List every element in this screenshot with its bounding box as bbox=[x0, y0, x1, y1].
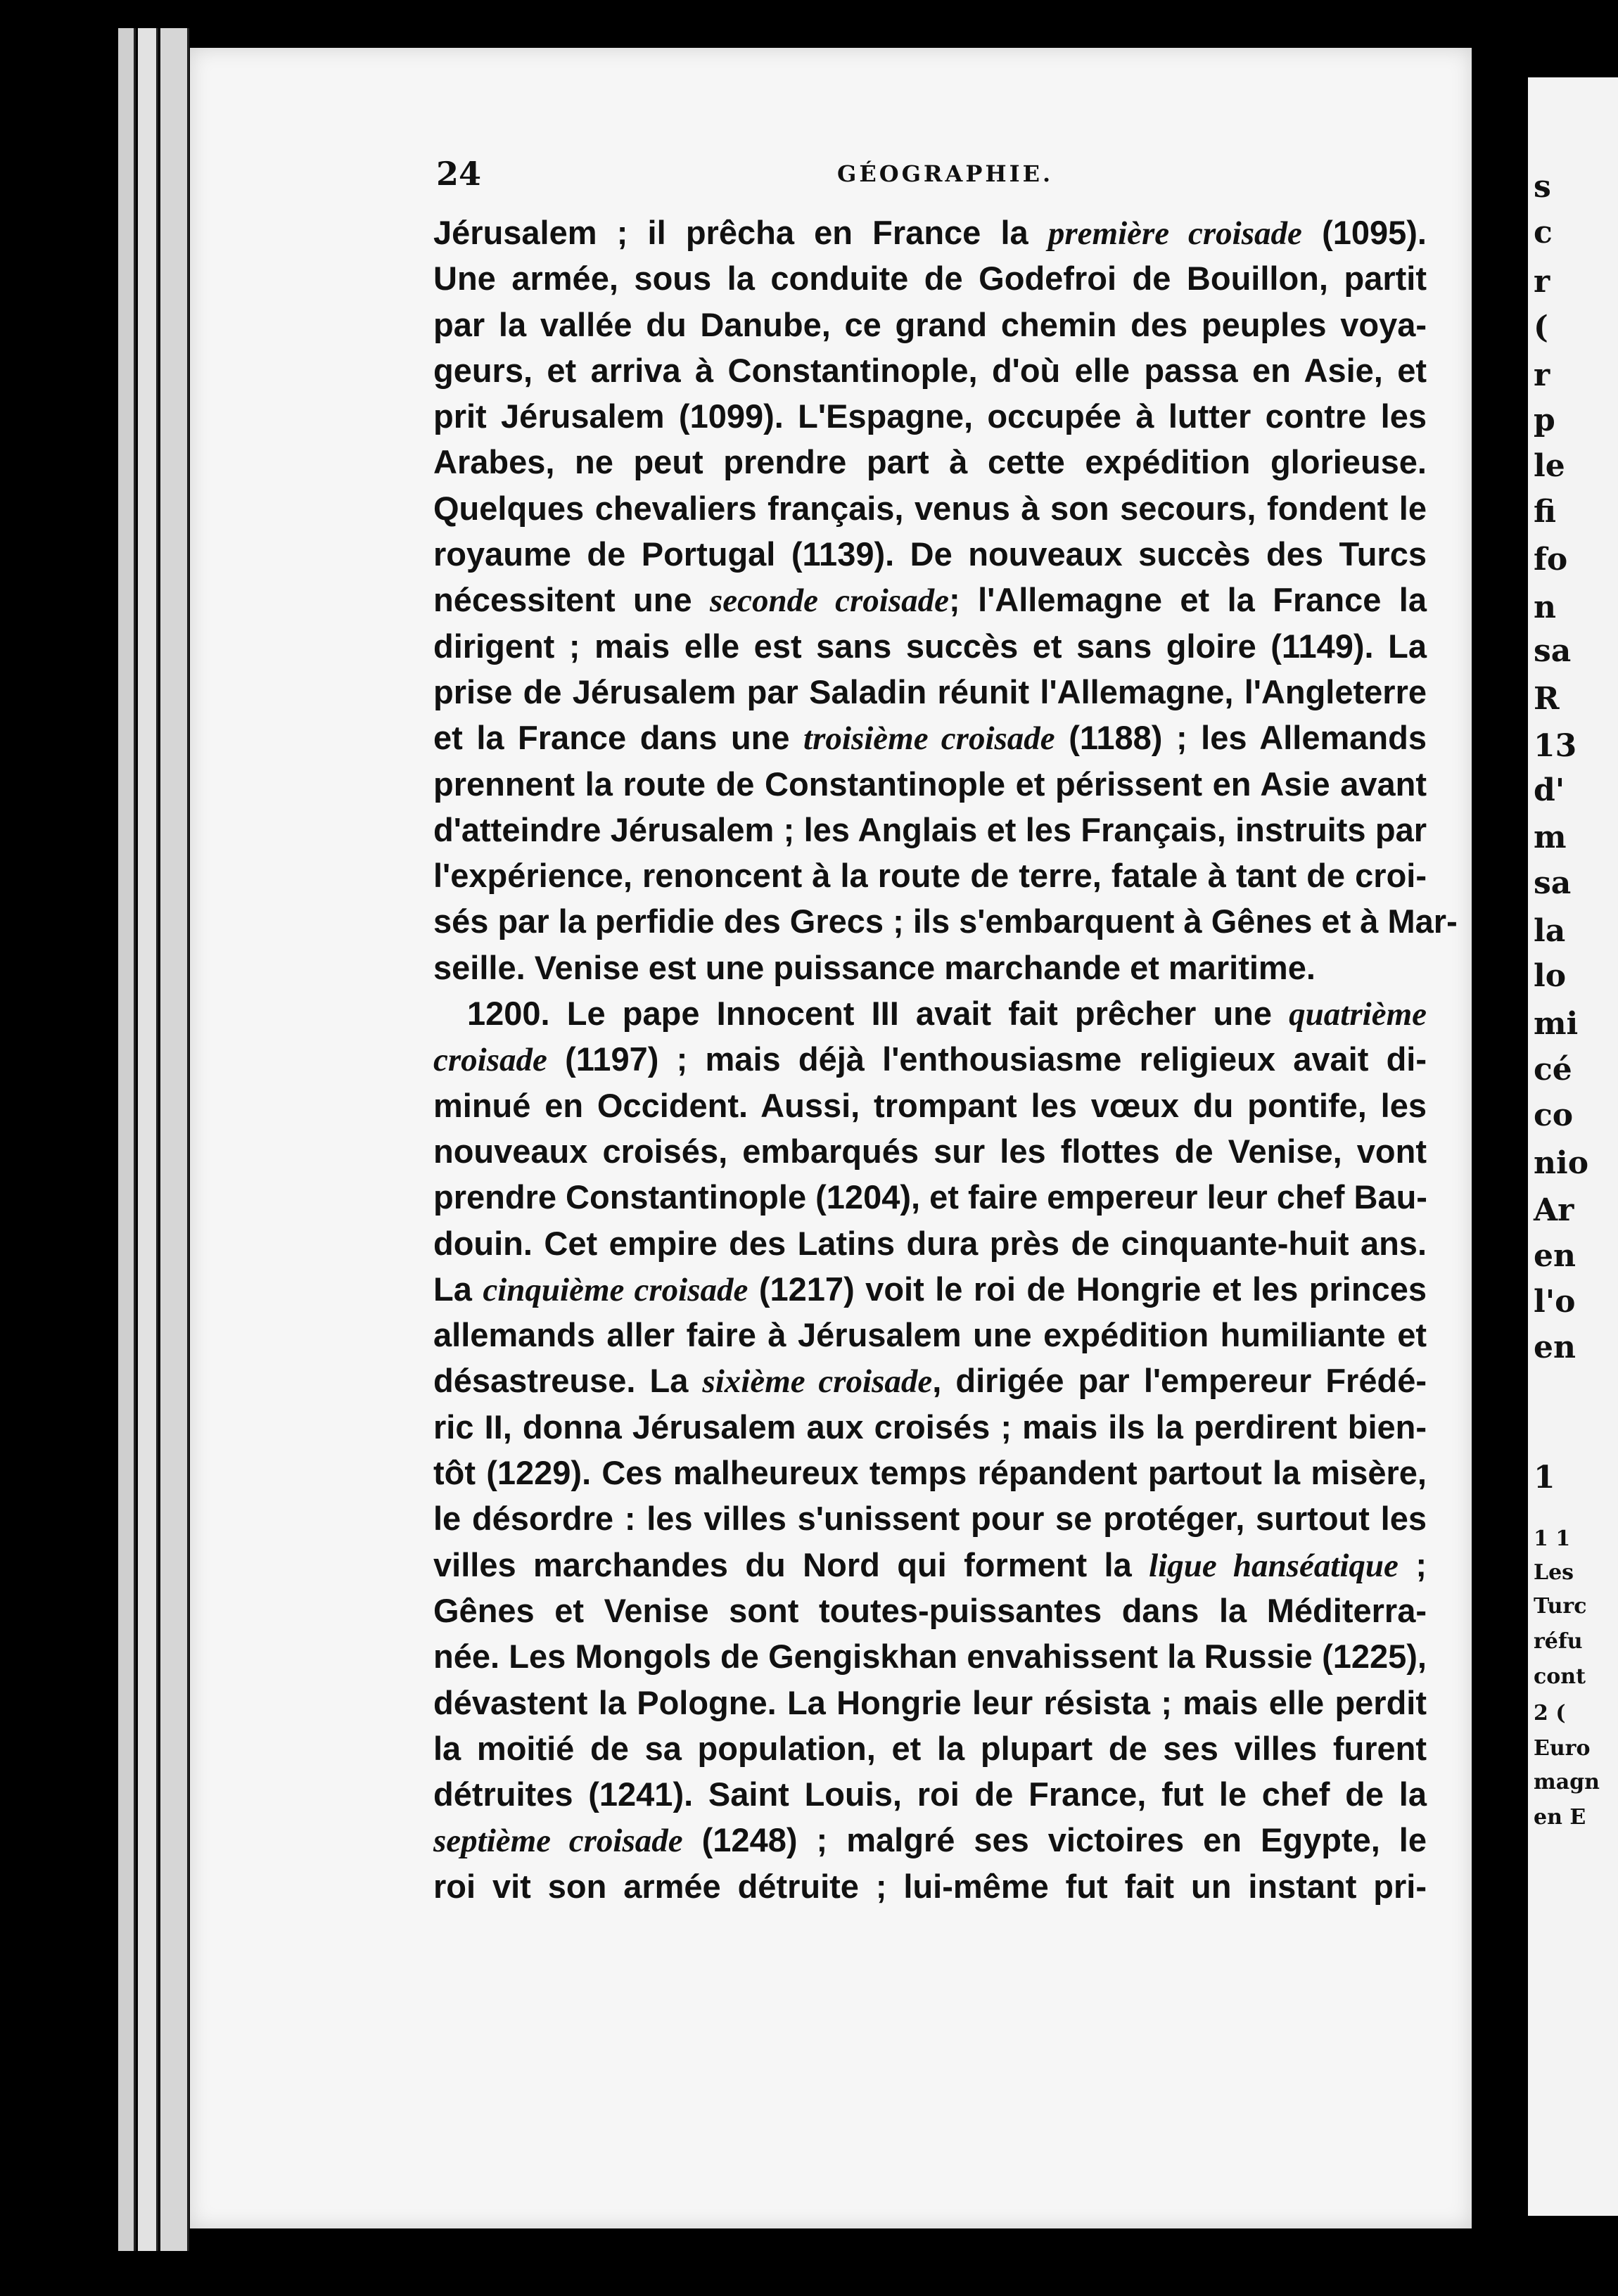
adjacent-page-text: mi bbox=[1534, 1006, 1579, 1042]
text-run: nécessitent une bbox=[433, 581, 711, 619]
text-run: seille. Venise est une puissance marchande et maritime. bbox=[433, 948, 1316, 986]
text-line bbox=[433, 255, 1427, 301]
text-run: l'expérience, renoncent à la route de terre, fatale à tant de croi- bbox=[433, 857, 1427, 895]
page-edge bbox=[138, 28, 158, 2251]
text-run: Jérusalem ; il prêcha en France la bbox=[433, 214, 1048, 251]
text-line bbox=[433, 715, 1427, 760]
text-run: ric II, donna Jérusalem aux croisés ; mais ils la perdirent bien- bbox=[433, 1408, 1427, 1446]
adjacent-page-text: la bbox=[1534, 913, 1566, 949]
adjacent-page-text: sa bbox=[1534, 633, 1572, 669]
adjacent-page-text: sa bbox=[1534, 865, 1572, 901]
text-run: La bbox=[433, 1270, 483, 1308]
text-run: prise de Jérusalem par Saladin réunit l'Allemagne, l'Angleterre bbox=[433, 672, 1427, 710]
text-run: (1188) ; les Allemands bbox=[1055, 719, 1427, 757]
italic-term: quatrième bbox=[1289, 996, 1427, 1033]
text-run: prit Jérusalem (1099). L'Espagne, occupée à lutter contre les bbox=[433, 397, 1427, 435]
text-run: nouveaux croisés, embarqués sur les flottes de Venise, vont bbox=[433, 1132, 1427, 1170]
adjacent-page-text: 13 bbox=[1534, 728, 1577, 764]
text-run: villes marchandes du Nord qui forment la bbox=[433, 1545, 1149, 1583]
adjacent-page-footnote: en E bbox=[1534, 1805, 1586, 1830]
text-run: sés par la perfidie des Grecs ; ils s'embarquent à Gênes et à Mar- bbox=[433, 903, 1458, 940]
text-line bbox=[433, 347, 1427, 393]
text-line bbox=[433, 439, 1427, 485]
text-run: (1217) voit le roi de Hongrie et les princes bbox=[748, 1270, 1427, 1308]
page-number: 24 bbox=[436, 155, 482, 193]
adjacent-page-text: fo bbox=[1534, 542, 1568, 578]
text-line bbox=[433, 210, 1427, 255]
text-run: (1248) ; malgré ses victoires en Egypte, le bbox=[682, 1821, 1427, 1859]
adjacent-page-text: en bbox=[1534, 1329, 1576, 1365]
running-title: GÉOGRAPHIE. bbox=[837, 160, 1054, 187]
adjacent-page-text: le bbox=[1534, 448, 1565, 484]
text-line bbox=[433, 1726, 1427, 1771]
text-run: (1197) ; mais déjà l'enthousiasme religieux avait di- bbox=[547, 1040, 1427, 1078]
text-run: 1200. Le pape Innocent III avait fait prêcher une bbox=[467, 995, 1289, 1033]
text-line bbox=[433, 1220, 1427, 1266]
text-run: la moitié de sa population, et la plupart de ses villes furent bbox=[433, 1729, 1427, 1767]
text-run: minué en Occident. Aussi, trompant les vœux du pontife, les bbox=[433, 1086, 1427, 1124]
text-line bbox=[433, 761, 1427, 807]
adjacent-page-text: en bbox=[1534, 1238, 1576, 1274]
text-line bbox=[433, 898, 1458, 944]
text-run: , dirigée par l'empereur Frédé- bbox=[932, 1362, 1427, 1400]
adjacent-page-footnote: 1 1 bbox=[1534, 1526, 1571, 1551]
text-run: ; l'Allemagne et la France la bbox=[949, 581, 1427, 619]
text-run: d'atteindre Jérusalem ; les Anglais et les Français, instruits par bbox=[433, 810, 1427, 848]
text-line bbox=[433, 669, 1427, 715]
italic-term: seconde croisade bbox=[710, 582, 949, 620]
text-line bbox=[433, 1036, 1427, 1082]
adjacent-page-text: c bbox=[1534, 215, 1553, 250]
adjacent-page-footnote: Euro bbox=[1534, 1736, 1591, 1761]
text-line bbox=[433, 1588, 1427, 1633]
text-run: royaume de Portugal (1139). De nouveaux succès des Turcs bbox=[433, 535, 1427, 573]
adjacent-page-text: ( bbox=[1534, 310, 1548, 345]
adjacent-page-text: cé bbox=[1534, 1052, 1572, 1088]
text-run: le désordre : les villes s'unissent pour se protéger, surtout les bbox=[433, 1500, 1427, 1538]
text-line bbox=[433, 302, 1427, 347]
adjacent-page-text: d' bbox=[1534, 772, 1565, 808]
adjacent-page-footnote: magn bbox=[1534, 1770, 1600, 1794]
text-line bbox=[433, 1312, 1427, 1358]
adjacent-page-text: l'o bbox=[1534, 1284, 1576, 1320]
text-run: roi vit son armée détruite ; lui-même fut fait un instant pri- bbox=[433, 1867, 1427, 1905]
adjacent-page-text: nio bbox=[1534, 1145, 1589, 1181]
italic-term: croisade bbox=[433, 1042, 547, 1079]
text-line bbox=[433, 393, 1427, 439]
adjacent-page-text: r bbox=[1534, 264, 1550, 300]
text-line bbox=[433, 1771, 1427, 1817]
adjacent-page-text: fi bbox=[1534, 494, 1556, 530]
adjacent-page-footnote: Turc bbox=[1534, 1594, 1587, 1619]
text-line bbox=[433, 623, 1427, 669]
text-line bbox=[433, 1495, 1427, 1541]
italic-term: troisième croisade bbox=[803, 720, 1055, 758]
text-run: Quelques chevaliers français, venus à son secours, fondent le bbox=[433, 489, 1427, 527]
adjacent-page-footnote: 2 ( bbox=[1534, 1701, 1566, 1726]
page-header bbox=[436, 155, 1421, 197]
page-edge bbox=[118, 28, 136, 2251]
text-line bbox=[433, 1542, 1427, 1588]
body-text bbox=[433, 210, 1458, 1909]
text-run: tôt (1229). Ces malheureux temps répandent partout la misère, bbox=[433, 1454, 1427, 1492]
text-line bbox=[433, 807, 1427, 853]
text-run: Une armée, sous la conduite de Godefroi de Bouillon, partit bbox=[433, 260, 1427, 298]
text-line bbox=[433, 1680, 1427, 1726]
text-run: Arabes, ne peut prendre part à cette expédition glorieuse. bbox=[433, 443, 1427, 481]
text-run: désastreuse. La bbox=[433, 1362, 703, 1400]
text-run: détruites (1241). Saint Louis, roi de France, fut le chef de la bbox=[433, 1775, 1427, 1813]
text-run: dévastent la Pologne. La Hongrie leur résista ; mais elle perdit bbox=[433, 1683, 1427, 1721]
text-run: allemands aller faire à Jérusalem une expédition humiliante et bbox=[433, 1316, 1427, 1354]
adjacent-page-text: m bbox=[1534, 819, 1567, 855]
text-line bbox=[433, 1863, 1427, 1909]
text-run: geurs, et arriva à Constantinople, d'où elle passa en Asie, et bbox=[433, 351, 1427, 389]
text-line bbox=[433, 1404, 1427, 1450]
adjacent-page-footnote: Les bbox=[1534, 1560, 1574, 1585]
text-line bbox=[433, 1083, 1427, 1128]
adjacent-page-text: s bbox=[1534, 169, 1551, 205]
text-run: prendre Constantinople (1204), et faire empereur leur chef Bau- bbox=[433, 1178, 1427, 1216]
italic-term: septième croisade bbox=[433, 1823, 683, 1860]
italic-term: ligue hanséatique bbox=[1149, 1547, 1399, 1584]
text-line bbox=[433, 853, 1427, 898]
text-run: prennent la route de Constantinople et périssent en Asie avant bbox=[433, 765, 1427, 803]
adjacent-page-text: lo bbox=[1534, 958, 1567, 994]
text-line bbox=[433, 1817, 1427, 1863]
adjacent-page-text: r bbox=[1534, 357, 1550, 393]
adjacent-page-text: Ar bbox=[1534, 1192, 1574, 1228]
text-run: ; bbox=[1398, 1545, 1427, 1583]
adjacent-page-fragment bbox=[1528, 77, 1618, 2216]
text-line bbox=[433, 1266, 1427, 1312]
text-run: née. Les Mongols de Gengiskhan envahissent la Russie (1225), bbox=[433, 1638, 1427, 1676]
text-line bbox=[433, 1128, 1427, 1174]
italic-term: cinquième croisade bbox=[483, 1271, 749, 1308]
italic-term: première croisade bbox=[1047, 215, 1302, 252]
page-edge bbox=[160, 28, 189, 2251]
text-line bbox=[433, 577, 1427, 623]
text-line bbox=[433, 990, 1427, 1036]
text-run: et la France dans une bbox=[433, 719, 804, 757]
adjacent-page-text: 1 bbox=[1534, 1460, 1555, 1495]
text-line bbox=[433, 1450, 1427, 1495]
adjacent-page-text: n bbox=[1534, 589, 1556, 625]
adjacent-page-footnote: réfu bbox=[1534, 1629, 1583, 1654]
text-line bbox=[433, 1633, 1427, 1679]
text-line bbox=[433, 485, 1427, 531]
text-line bbox=[433, 531, 1427, 577]
italic-term: sixième croisade bbox=[702, 1363, 933, 1401]
text-run: dirigent ; mais elle est sans succès et sans gloire (1149). La bbox=[433, 627, 1427, 665]
adjacent-page-text: R bbox=[1534, 681, 1560, 717]
adjacent-page-text: p bbox=[1534, 402, 1555, 438]
text-line bbox=[433, 1358, 1427, 1403]
text-line bbox=[433, 945, 1427, 990]
adjacent-page-text: co bbox=[1534, 1097, 1574, 1133]
text-run: douin. Cet empire des Latins dura près de cinquante-huit ans. bbox=[433, 1224, 1427, 1262]
text-run: (1095). bbox=[1301, 214, 1427, 251]
adjacent-page-footnote: cont bbox=[1534, 1664, 1586, 1689]
text-run: Gênes et Venise sont toutes-puissantes dans la Méditerra- bbox=[433, 1591, 1427, 1629]
text-line bbox=[433, 1174, 1427, 1220]
text-run: par la vallée du Danube, ce grand chemin des peuples voya- bbox=[433, 305, 1427, 343]
